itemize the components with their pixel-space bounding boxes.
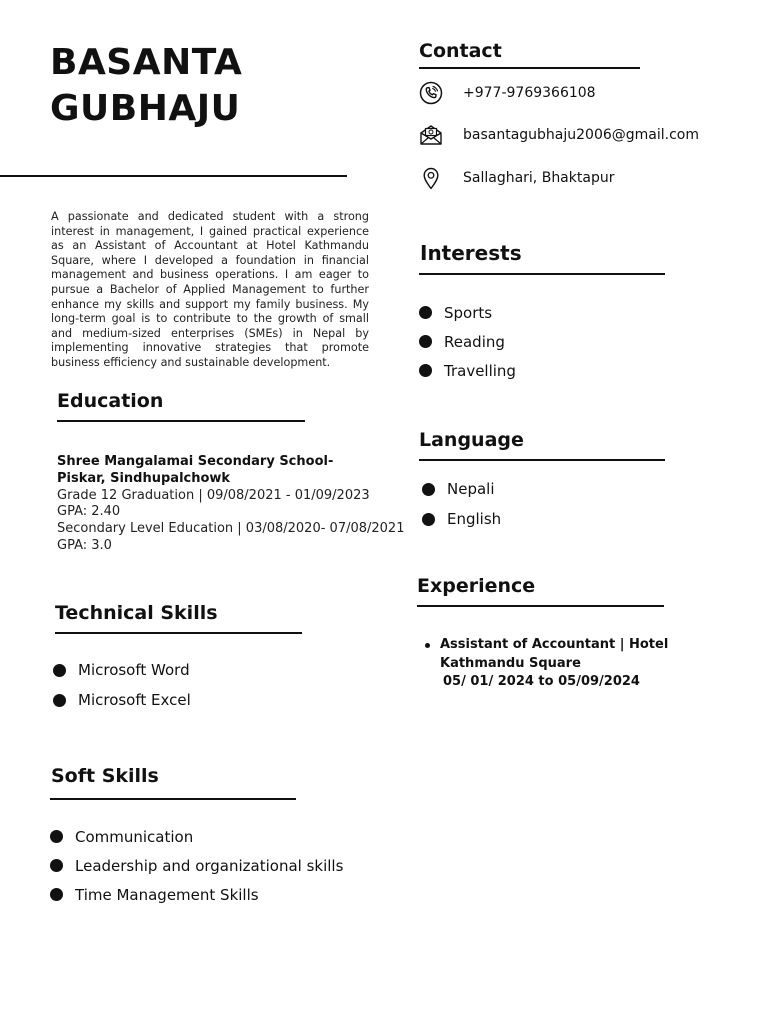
email-address[interactable]: basantagubhaju2006@gmail.com xyxy=(463,127,700,143)
language-list xyxy=(422,474,501,534)
bullet-icon xyxy=(419,306,432,319)
bullet-icon xyxy=(53,664,66,677)
education-details xyxy=(57,454,404,555)
contact-address-row xyxy=(419,166,614,190)
education-entry-2: Secondary Level Education | 03/08/2020- 07/08/2021 xyxy=(57,521,405,537)
email-icon xyxy=(419,123,443,147)
list-item: Microsoft Word xyxy=(53,655,191,685)
experience-divider xyxy=(417,605,664,607)
list-item: Communication xyxy=(50,822,343,851)
experience-heading: Experience xyxy=(417,575,536,597)
education-gpa-2: GPA: 3.0 xyxy=(57,537,112,553)
soft-skills-divider xyxy=(50,798,296,800)
contact-email-row xyxy=(419,123,699,147)
experience-dates: 05/ 01/ 2024 to 05/09/2024 xyxy=(443,674,640,690)
bullet-icon xyxy=(53,694,66,707)
bullet-icon xyxy=(422,513,435,526)
bullet-icon xyxy=(422,483,435,496)
name-divider xyxy=(0,175,347,177)
language-heading: Language xyxy=(419,429,524,451)
candidate-name xyxy=(50,40,242,132)
bullet-icon xyxy=(50,859,63,872)
list-item: Reading xyxy=(419,327,516,356)
technical-skills-divider xyxy=(55,632,302,634)
experience-role-cont: Kathmandu Square xyxy=(440,655,581,671)
soft-skills-heading: Soft Skills xyxy=(51,765,159,787)
education-divider xyxy=(57,420,305,422)
education-entry-1: Grade 12 Graduation | 09/08/2021 - 01/09/2023 xyxy=(57,487,370,503)
list-item: Travelling xyxy=(419,356,516,385)
experience-role: Assistant of Accountant | Hotel xyxy=(440,637,669,652)
list-item: Sports xyxy=(419,298,516,327)
bullet-icon xyxy=(50,888,63,901)
list-item: Time Management Skills xyxy=(50,880,343,909)
list-item: Leadership and organizational skills xyxy=(50,851,343,880)
interests-divider xyxy=(419,273,665,275)
list-item: Microsoft Excel xyxy=(53,685,191,715)
interests-list xyxy=(419,298,516,385)
list-item: Nepali xyxy=(422,474,501,504)
address: Sallaghari, Bhaktapur xyxy=(463,170,615,186)
contact-phone-row xyxy=(419,81,596,105)
name-line-2: GUBHAJU xyxy=(50,88,241,129)
bullet-icon xyxy=(425,643,430,648)
interests-heading: Interests xyxy=(420,241,522,265)
phone-number: +977-9769366108 xyxy=(463,85,596,101)
bullet-icon xyxy=(50,830,63,843)
contact-heading: Contact xyxy=(419,40,502,62)
location-pin-icon xyxy=(419,166,443,190)
technical-skills-heading: Technical Skills xyxy=(55,602,218,624)
experience-entry xyxy=(425,636,668,692)
education-heading: Education xyxy=(57,390,164,412)
profile-summary: A passionate and dedicated student with a strong interest in management, I gained practical experience as an Assistant of Accountant at Hotel Kathmandu Square, where I developed a foundation in financial management and business operations. I am eager to pursue a Bachelor of Applied Management to further enhance my skills and support my family business. My long-term goal is to contribute to the growth of small and medium-sized enterprises (SMEs) in Nepal by implementing innovative strategies that promote business efficiency and sustainable development. xyxy=(51,210,369,369)
bullet-icon xyxy=(419,364,432,377)
phone-icon xyxy=(419,81,443,105)
school-name: Shree Mangalamai Secondary School- xyxy=(57,454,334,469)
education-gpa-1: GPA: 2.40 xyxy=(57,504,121,520)
technical-skills-list xyxy=(53,655,191,715)
language-divider xyxy=(419,459,665,461)
name-line-1: BASANTA xyxy=(50,42,243,83)
contact-divider xyxy=(419,67,640,69)
bullet-icon xyxy=(419,335,432,348)
school-location: Piskar, Sindhupalchowk xyxy=(57,470,231,486)
soft-skills-list xyxy=(50,822,343,909)
list-item: English xyxy=(422,504,501,534)
